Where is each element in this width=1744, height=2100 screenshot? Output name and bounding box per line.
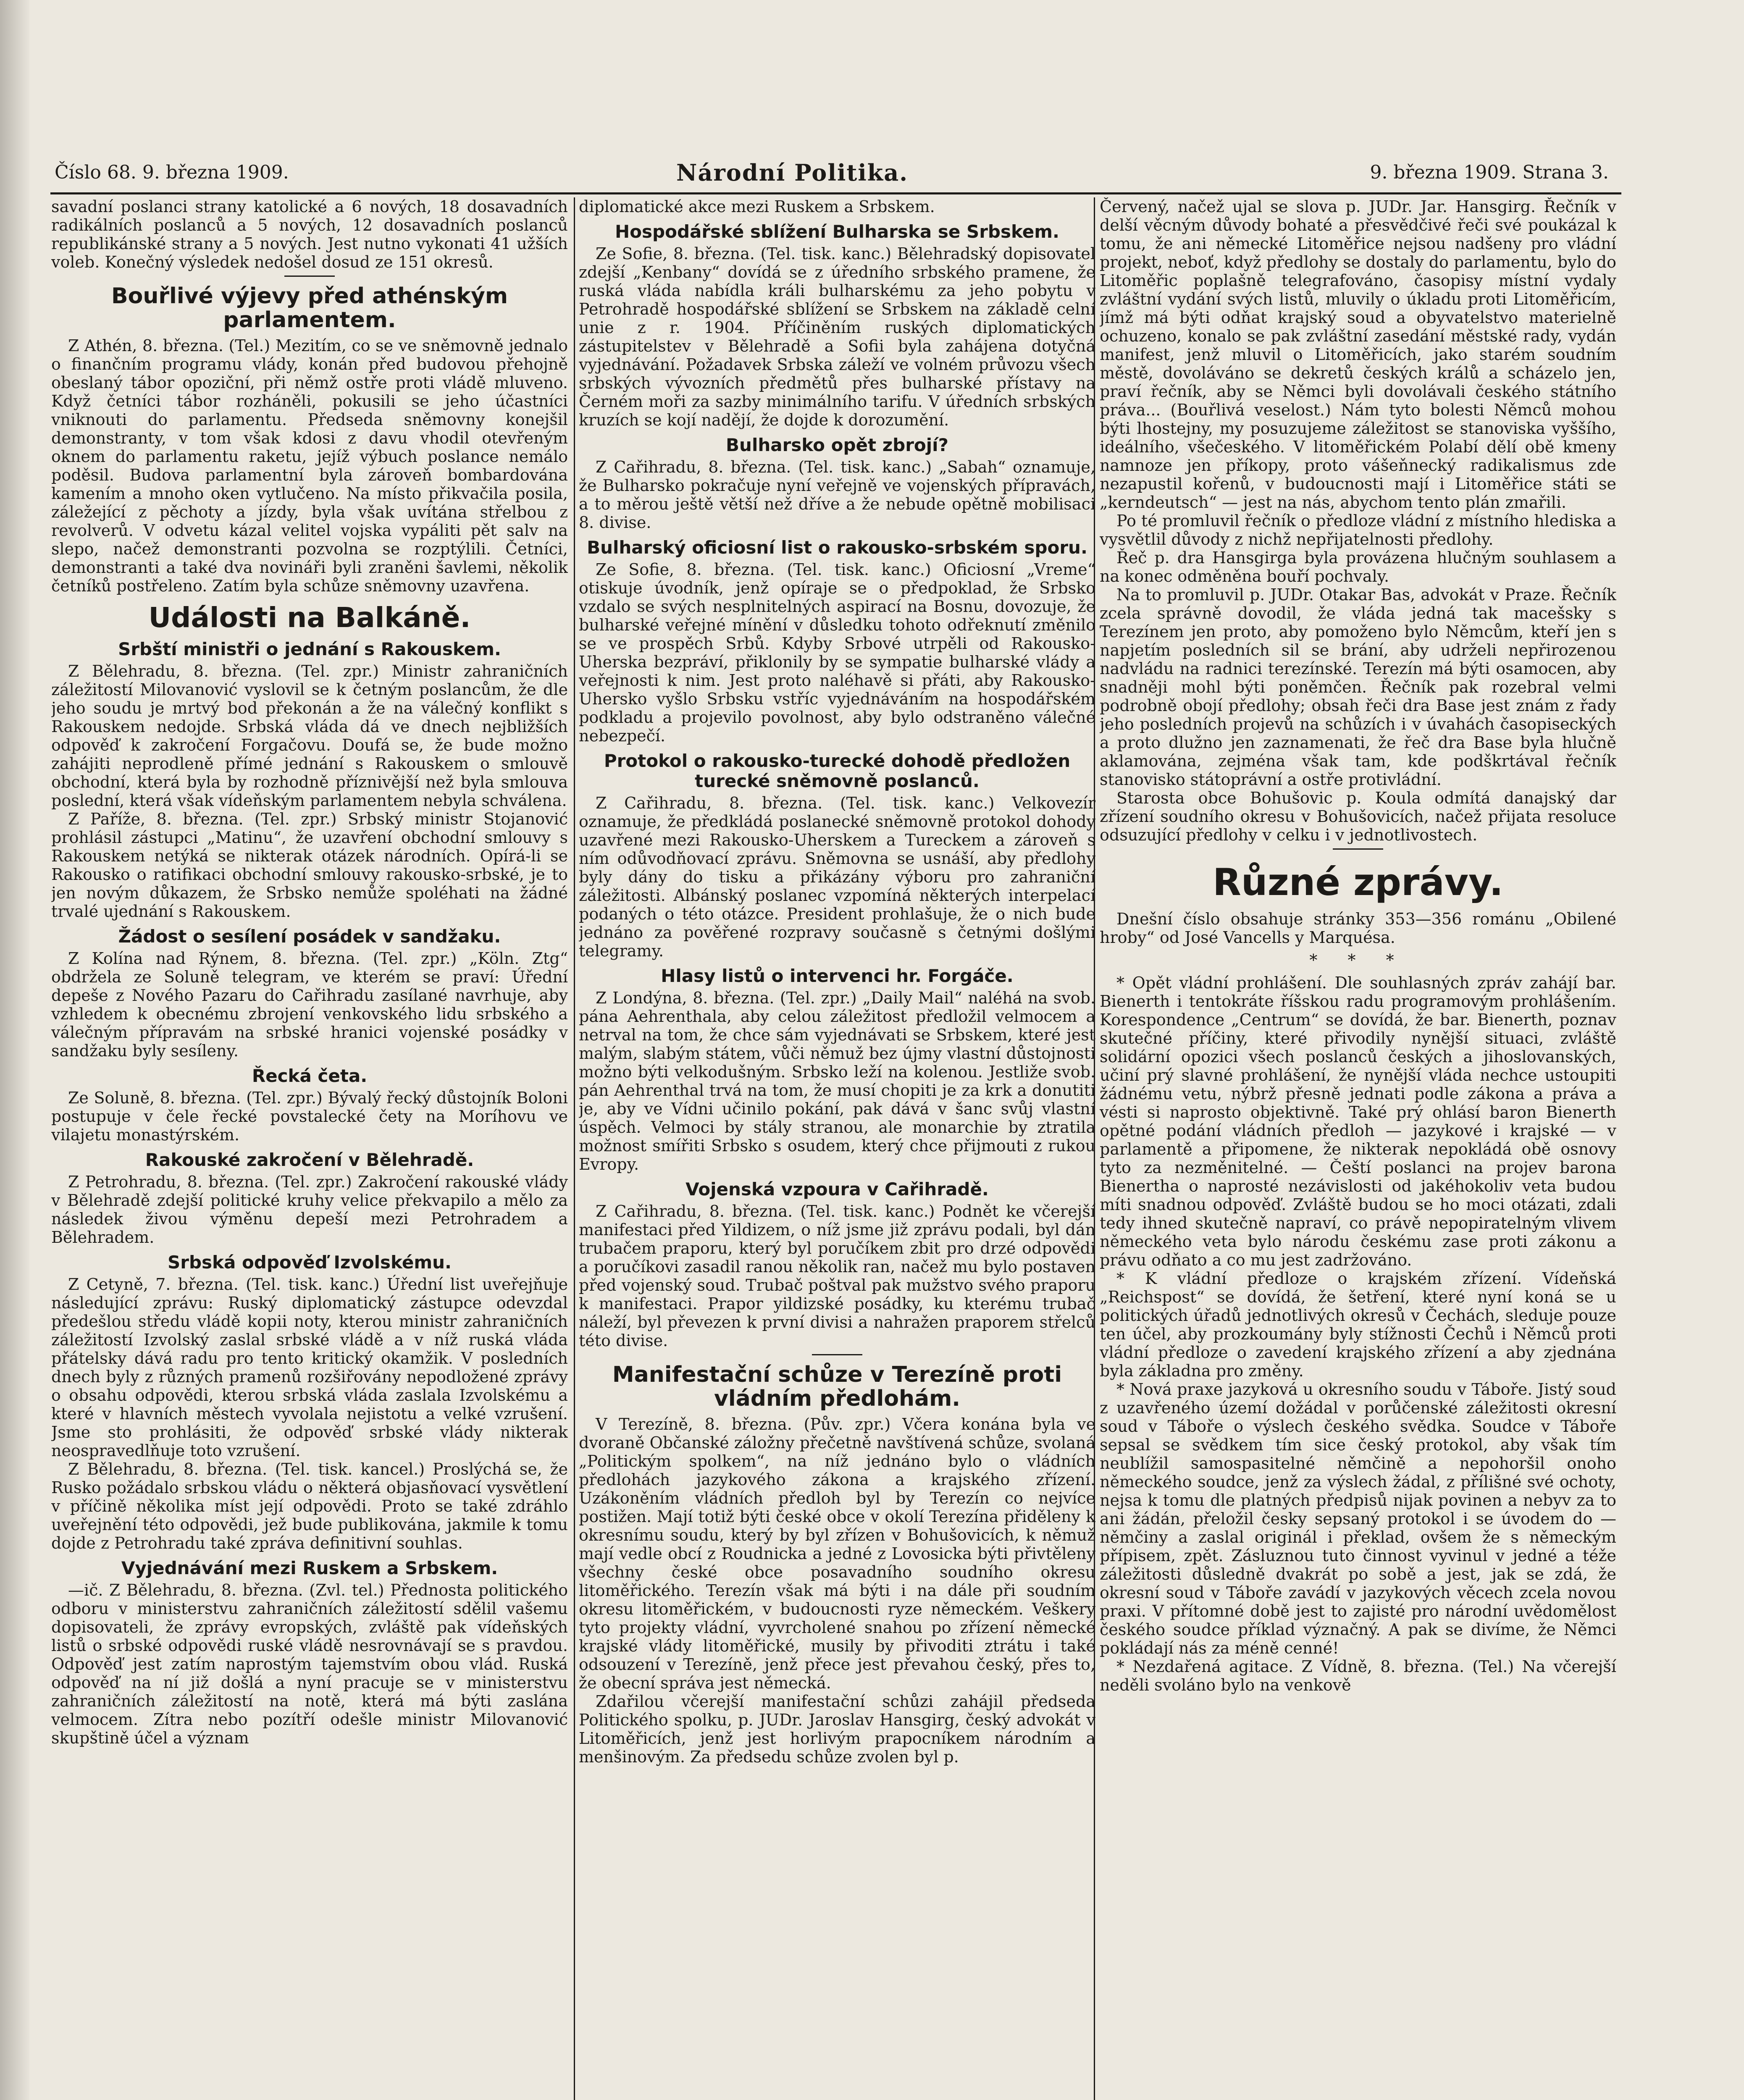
column-2 <box>579 197 1095 2100</box>
page-shadow-left <box>0 0 29 2100</box>
article-serbian-ministers: Z Bělehradu, 8. března. (Tel. zpr.) Ministr zahraničních záležitostí Milovanović vyslovil se k četným poslancům, že dle jeho soudu je mrtvý bod překonán a že na válečný konflikt s Rakouskem nedojde. Srbská vláda dá ve dnech nejbližších odpověď k zakročení Forgačovu. Doufá se, že bude možno zahájiti neprodleně přímé jednání s Rakouskem o smlouvě obchodní, která byla by rozhodně příznivější než byla smlouva poslední, která však vídeňským parlamentem nebyla schválena. <box>51 662 568 810</box>
headline-intervention: Rakouské zakročení v Bělehradě. <box>145 1149 474 1170</box>
news-item-regional: * K vládní předloze o krajském zřízení. Vídeňská „Reichspost“ se dovídá, že šetření, které nyní koná se u politických úřadů jednotlivých okresů v Čechách, sleduje pouze ten účel, aby prozkoumány byly stížnosti Čechů i Němců proti vládní předloze o zavedení krajského zřízení a aby zjednána byla základna pro změny. <box>1100 1269 1616 1380</box>
article-athens: Z Athén, 8. března. (Tel.) Mezitím, co se ve sněmovně jednalo o finančním programu vlády, konán před budovou přehojně obeslaný tábor opoziční, při němž ostře proti vládě mluveno. Když četníci tábor rozháněli, pokusili se jeho účastníci vniknouti do parlamentu. Předseda sněmovny konejšil demonstranty, v tom však kdosi z davu vhodil otevřeným oknem do parlamentu raketu, jejíž výbuch poslance nemálo poděsil. Budova parlamentní byla zároveň bombardována kamením a mnoho oken vytlučeno. Na místo přikvačila posila, záležející z pěchoty a jízdy, byla však uvítána střelbou z revolverů. V odvetu kázal velitel vojska vypáliti pět salv na slepo, načež demonstranti pozvolna se rozptýlili. Četníci, demonstranti a také dva novináři byli zraněni šavlemi, několik četníků postřeleno. Zatím byla schůze sněmovny uzavřena. <box>51 336 568 596</box>
article-izvolsky-1: Z Cetyně, 7. března. (Tel. tisk. kanc.) Úřední list uveřejňuje následující zprávu: Ruský diplomatický zástupce odevzdal předešlou středu vládě kopii noty, kterou ministr zahraničních záležitostí Izvolský zaslal srbské vládě a v níž ruská vláda přátelsky dává radu pro tento kritický okamžik. V posledních dnech byly z různých pramenů rozšiřovány nepodložené zprávy o obsahu odpovědi, kterou srbská vláda zaslala Izvolskému a které v hlavních městech vyvolala nejistotu a velké vzrušení. Jsme sto prohlásiti, že odpověď srbské vlády nikterak neospravedlňuje toto vzrušení. <box>51 1275 568 1460</box>
article-garrisons: Z Kolína nad Rýnem, 8. března. (Tel. zpr.) „Köln. Ztg“ obdržela ze Soluně telegram, ve kterém se praví: Úřední depeše z Nového Pazaru do Cařihradu zasílané navrhuje, aby vzhledem k obecnému zbrojení venkovského lidu srbského a válečným přípravám na srbské hranici vojenské posádky v sandžaku byly sesíleny. <box>51 949 568 1060</box>
article-paragraph: Po té promluvil řečník o předloze vládní z místního hlediska a vysvětlil důvody z nichž nepřijatelnosti předlohy. <box>1100 512 1616 549</box>
article-continuation: Červený, načež ujal se slova p. JUDr. Jar. Hansgirg. Řečník v delší věcným důvody bohaté a přesvědčivé řeči své poukázal k tomu, že ani německé Litoměřice nejsou nadšeny pro vládní projekt, neboť, když předlohy se dostaly do parlamentu, bylo do Litoměřic poplašně telegrafováno, časopisy místní vydaly zvláštní vydání svých listů, mluvily o úkladu proti Litoměřicím, jímž má býti odňat krajský soud a obyvatelstvo materielně ochuzeno, konalo se pak zvláštní zasedání městské rady, vydán manifest, jenž mluvil o Litoměřicích, jako starém soudním městě, dovoláváno se dekretů českých králů a scházelo jen, praví řečník, aby se Němci byli dovolávali českého státního práva... (Bouřlivá veselost.) Nám tyto bolesti Němců mohou býti lhostejny, my posuzujeme záležitost se stanoviska vyššího, ideálního, všečeského. V litoměřickém Polabí dělí obě kmeny namnoze jen příkopy, proto vášeňnecký radikalismus zde nezapustil kořenů, v budoucnosti mají i Litoměřice státi se „kerndeutsch“ — jest na nás, abychom tento plán zmařili. <box>1100 197 1616 512</box>
article-paragraph: Starosta obce Bohušovic p. Koula odmítá danajský dar zřízení soudního okresu v Bohušovicích, načež přijata resoluce odsuzující předlohy v celku i v jednotlivostech. <box>1100 789 1616 844</box>
article-bulgaria-serbia: Ze Sofie, 8. března. (Tel. tisk. kanc.) Bělehradský dopisovatel zdejší „Kenbany“ dovídá se z úředního srbského pramene, že ruská vláda nabídla králi bulharskému za jeho pobytu v Petrohradě hospodářské sblížení se Srbskem na základě celní unie z r. 1904. Příčiněním ruských diplomatických zástupitelstev v Bělehradě a Sofii byla zahájena dotyčná vyjednávání. Požadavek Srbska záleží ve volném průvozu všech srbských vývozních předmětů přes bulharské přístavy na Černém moři za sazby minimálního tarifu. V úředních srbských kruzích se kojí nadějí, že dojde k dorozumění. <box>579 244 1095 429</box>
article-protocol: Z Cařihradu, 8. března. (Tel. tisk. kanc.) Velkovezír oznamuje, že předkládá poslanecké sněmovně protokol dohody uzavřené mezi Rakousko-Uherskem a Tureckem a zároveň s ním odůvodňovací zprávu. Sněmovna se usnáší, aby předlohy byly dány do tisku a přikázány výboru pro zahraniční záležitosti. Albánský poslanec vzpomíná některých interpelací podaných o této otázce. President prohlašuje, že o nich bude jednáno za pověřené rozpravy současně s četnými došlými telegramy. <box>579 794 1095 960</box>
headline-press-voices: Hlasy listů o intervenci hr. Forgáče. <box>661 966 1014 986</box>
section-title-balkan: Události na Balkáně. <box>148 601 471 634</box>
masthead-title: Národní Politika. <box>676 159 909 186</box>
article-intervention: Z Petrohradu, 8. března. (Tel. zpr.) Zakročení rakouské vlády v Bělehradě zdejší politické kruhy velice překvapilo a mělo za následek živou výměnu depeší mezi Petrohradem a Bělehradem. <box>51 1172 568 1247</box>
separator <box>1333 848 1383 850</box>
page-header <box>55 159 1609 195</box>
headline-terezin: Manifestační schůze v Terezíně proti vládním předlohám. <box>612 1362 1062 1412</box>
article-paragraph: Na to promluvil p. JUDr. Otakar Bas, advokát v Praze. Řečník zcela správně dovodil, že vláda jedná tak macešsky s Terezínem jen proto, aby pomoženo bylo Němcům, kteří jen s napjetím posledních sil se brání, aby udrželi nepřirozenou nadvládu na radnici terezínské. Terezín má býti osamocen, aby snadněji mohl býti poněmčen. Řečník pak rozebral velmi podrobně obojí předlohy; obsah řeči dra Base jest znám z řady jeho posledních projevů na schůzích i v úvahách časopiseckých a proto dlužno jen zaznamenati, že řeč dra Base byla hlučně aklamována, zejména však tam, kde podškrtával řečník stanovisko státoprávní a ostře protivládní. <box>1100 585 1616 789</box>
article-bulgaria-arms: Z Cařihradu, 8. března. (Tel. tisk. kanc.) „Sabah“ oznamuje, že Bulharsko pokračuje nyní veřejně ve vojenských přípravách, a to měrou ještě větší než dříve a že nebude opětně mobilisaci 8. divise. <box>579 458 1095 532</box>
column-rule-1 <box>574 197 575 2100</box>
article-paragraph: Řeč p. dra Hansgirga byla provázena hlučným souhlasem a na konec odměněna bouří pochvaly. <box>1100 549 1616 585</box>
article-greek-band: Ze Soluně, 8. března. (Tel. zpr.) Bývalý řecký důstojník Boloni postupuje v čele řecké povstalecké čety na Moríhovu ve vilajetu monastýrském. <box>51 1088 568 1144</box>
news-item-declaration: * Opět vládní prohlášení. Dle souhlasných zpráv zahájí bar. Bienerth i tentokráte říšskou radu programovým prohlášením. Korespondence „Centrum“ se dovídá, že bar. Bienerth, poznav skutečné příčiny, které přivodily nynější situaci, zvláště solidární opozici všech poslanců českých a jihoslovanských, učiní prý slavné prohlášení, že nynější vláda nechce ustoupiti žádnému vetu, nýbrž přesně jednati podle zákona a práva a vésti si naprosto objektivně. Také prý ohlásí baron Bienerth opětné podání vládních předloh — jazykové i krajské — v parlamentě a připomene, že nikterak nepokládá obě osnovy tyto za nezměnitelné. — Čeští poslanci na projev barona Bienertha o naprosté nezávislosti od jakéhokoliv veta budou míti snadnou odpověď. Zvláště budou se ho moci otázati, zdali tedy ihned skutečně napraví, co právě nepopiratelným vlivem německého veta bylo národu českému zase proti zákonu a právu odňato a co mu jest zadržováno. <box>1100 973 1616 1269</box>
article-press-voices: Z Londýna, 8. března. (Tel. zpr.) „Daily Mail“ naléhá na svob. pána Aehrenthala, aby celou záležitost předložil velmocem a netrval na tom, že chce sám vyjednávati se Srbskem, které jest malým, slabým státem, vůči němuž bez újmy vlastní důstojnosti možno býti velkodušným. Srbsko leží na kolenou. Jestliže svob. pán Aehrenthal trvá na tom, že musí chopiti je za krk a donutiti je, aby ve Vídni učinilo pokání, pak dává v šanc svůj vlastní úspěch. Velmoci by stály stranou, ale monarchie by ztratila možnost smířiti Srbsko s osudem, který chce přijmouti z rukou Evropy. <box>579 989 1095 1173</box>
article-continuation: diplomatické akce mezi Ruskem a Srbskem. <box>579 197 935 216</box>
headline-protocol: Protokol o rakousko-turecké dohodě předložen turecké sněmovně poslanců. <box>604 751 1071 791</box>
section-title-various: Různé zprávy. <box>1213 861 1503 904</box>
headline-negotiations: Vyjednávání mezi Ruskem a Srbskem. <box>121 1557 498 1578</box>
headline-garrisons: Žádost o sesílení posádek v sandžaku. <box>118 926 501 947</box>
headline-bulgaria-serbia: Hospodářské sblížení Bulharska se Srbskem. <box>615 221 1059 242</box>
news-item-language-practice: * Nová praxe jazyková u okresního soudu v Táboře. Jistý soud z uzavřeného území dožádal v porůčenské záležitosti okresní soud v Táboře o výslech českého svědka. Soudce v Táboře sepsal se svědkem tím sice český protokol, aby však tím neublížil samospasitelné němčině a nepohoršil onoho německého soudce, jenž za výslech žádal, z přílišné své ochoty, nejsa k tomu dle platných předpisů nijak povinen a nebyv za to ani žádán, přeložil česky sepsaný protokol i se úvodem do — němčiny a zaslal originál i překlad, ovšem že s německým přípisem, zpět. Zásluznou tuto činnost vyvinul v jedné a téže záležitosti důsledně dvakrát po sobě a jest, jak se zdá, že okresní soud v Táboře zavádí v jazykových věcech zcela novou praxi. V přítomné době jest to zajisté pro národní uvědomělost českého soudce příklad význačný. A pak se divíme, že Němci pokládají nás za méně cenné! <box>1100 1380 1616 1657</box>
headline-athens: Bouřlivé výjevy před athénským parlamentem. <box>111 284 508 333</box>
date-and-page: 9. března 1909. Strana 3. <box>1370 162 1609 183</box>
headline-mutiny: Vojenská vzpoura v Cařihradě. <box>686 1179 989 1200</box>
star-separator: * * * <box>1309 950 1407 969</box>
article-negotiations: —ič. Z Bělehradu, 8. března. (Zvl. tel.) Přednosta politického odboru v ministerstvu zahraničních záležitostí sdělil vašemu dopisovateli, že zprávy evropských, zvláště pak vídeňských listů o srbské odpovědi ruské vládě nesrovnávají se s pravdou. Odpověď jest zatím naprostým tajemstvím obou vlád. Ruská odpověď na ní již došlá a nyní pracuje se v ministerstvu zahraničních záležitostí na notě, která má býti zaslána velmocem. Zítra nebo pozítří odešle ministr Milovanović skupštině účel a význam <box>51 1580 568 1747</box>
article-official-paper: Ze Sofie, 8. března. (Tel. tisk. kanc.) Oficiosní „Vreme“ otiskuje úvodník, jenž opíraje se o předpoklad, že Srbsko vzdalo se svých nesplnitelných aspirací na Bosnu, dovozuje, že bulharské veřejné mínění v důsledku tohoto odřeknutí změnilo se ve prospěch Srbů. Kdyby Srbové utrpěli od Rakousko-Uherska bezpráví, přiklonily by se sympatie bulharské vlády a veřejnosti k nim. Jest proto naléhavě si přáti, aby Rakousko-Uhersko vyšlo Srbsku vstříc vyjednáváním na hospodářském podkladu a projevilo povolnost, aby bylo odstraněno válečné nebezpečí. <box>579 560 1095 745</box>
column-1 <box>51 197 568 2100</box>
article-continuation: savadní poslanci strany katolické a 6 nových, 18 dosavadních radikálních poslanců a 5 nových, 12 dosavadních poslanců republikánské strany a 5 nových. Jest nutno vykonati 41 užších voleb. Konečný výsledek nedošel dosud ze 151 okresů. <box>51 197 568 271</box>
headline-official-paper: Bulharský oficiosní list o rakousko-srbském sporu. <box>587 537 1087 558</box>
separator <box>812 1354 862 1355</box>
headline-izvolsky: Srbská odpověď Izvolskému. <box>168 1252 452 1273</box>
notice-novel: Dnešní číslo obsahuje stránky 353—356 románu „Obilené hroby“ od José Vancells y Marquésa. <box>1100 909 1616 947</box>
article-mutiny: Z Cařihradu, 8. března. (Tel. tisk. kanc.) Podnět ke včerejší manifestaci před Yildizem, o níž jsme již zprávu podali, byl dán trubačem praporu, který byl poručíkem zbit pro drzé odpovědi a poručíkovi zasadil ranou několik ran, načež mu bylo postaven před vojenský soud. Trubač poštval pak mužstvo svého praporu k manifestaci. Prapor yildizské posádky, ku kterému trubač náleží, byl převezen k první divisi a nahražen praporem střelců této divise. <box>579 1202 1095 1350</box>
headline-serbian-ministers: Srbští ministři o jednání s Rakouskem. <box>118 638 501 659</box>
column-3 <box>1100 197 1616 2100</box>
headline-bulgaria-arms: Bulharsko opět zbrojí? <box>726 435 948 455</box>
header-rule <box>50 192 1621 194</box>
issue-number: Číslo 68. 9. března 1909. <box>55 162 289 183</box>
article-terezin-1: V Terezíně, 8. března. (Pův. zpr.) Včera konána byla ve dvoraně Občanské záložny přečetně navštívená schůze, svolaná „Politickým spolkem“, na níž jednáno bylo o vládních předlohách jazykového zákona a krajského zřízení. Uzákoněním vládních předloh byl by Terezín co nejvíce postižen. Mají totiž býti české obce v okolí Terezína přiděleny k okresnímu soudu, který by byl zřízen v Bohušovicích, k němuž mají vedle obcí z Roudnicka a jedné z Lovosicka býti přivtěleny všechny české obce posavadního soudního okresu litoměřického. Terezín však má býti i na dále při soudním okresu litoměřickém, v budoucnosti ryze německém. Veškery tyto projekty vládní, vyvrcholené snahou po zřízení německé krajské vlády litoměřické, musily by přivoditi ztrátu i také odsouzení v Terezíně, jenž přece jest převahou český, přes to, že obecní správa jest německá. <box>579 1415 1095 1693</box>
separator <box>284 276 335 277</box>
article-paris: Z Paříže, 8. března. (Tel. zpr.) Srbský ministr Stojanović prohlásil zástupci „Matinu“, že uzavření obchodní smlouvy s Rakouskem netýká se nikterak otázek národních. Opírá-li se Rakousko o ratifikaci obchodní smlouvy rakousko-srbské, je to jen novým důkazem, že Srbsko nemůže spoléhati na žádné trvalé ujednání s Rakouskem. <box>51 809 568 921</box>
headline-greek-band: Řecká četa. <box>252 1065 368 1086</box>
article-izvolsky-2: Z Bělehradu, 8. března. (Tel. tisk. kancel.) Proslýchá se, že Rusko požádalo srbskou vládu o některá objasňovací vysvětlení v příčině několika míst její odpovědi. Proto se také zdráhlo uveřejnění této odpovědi, jež bude publikována, jakmile k tomu dojde z Petrohradu také zpráva definitivní souhlas. <box>51 1460 568 1552</box>
news-item-agitation: * Nezdařená agitace. Z Vídně, 8. března. (Tel.) Na včerejší neděli svoláno bylo na venkově <box>1100 1657 1616 1694</box>
article-terezin-2: Zdařilou včerejší manifestační schůzi zahájil předseda Politického spolku, p. JUDr. Jaroslav Hansgirg, český advokát v Litoměřicích, jenž jest horlivým prapocníkem národním a menšinovým. Za předsedu schůze zvolen byl p. <box>579 1692 1095 1767</box>
